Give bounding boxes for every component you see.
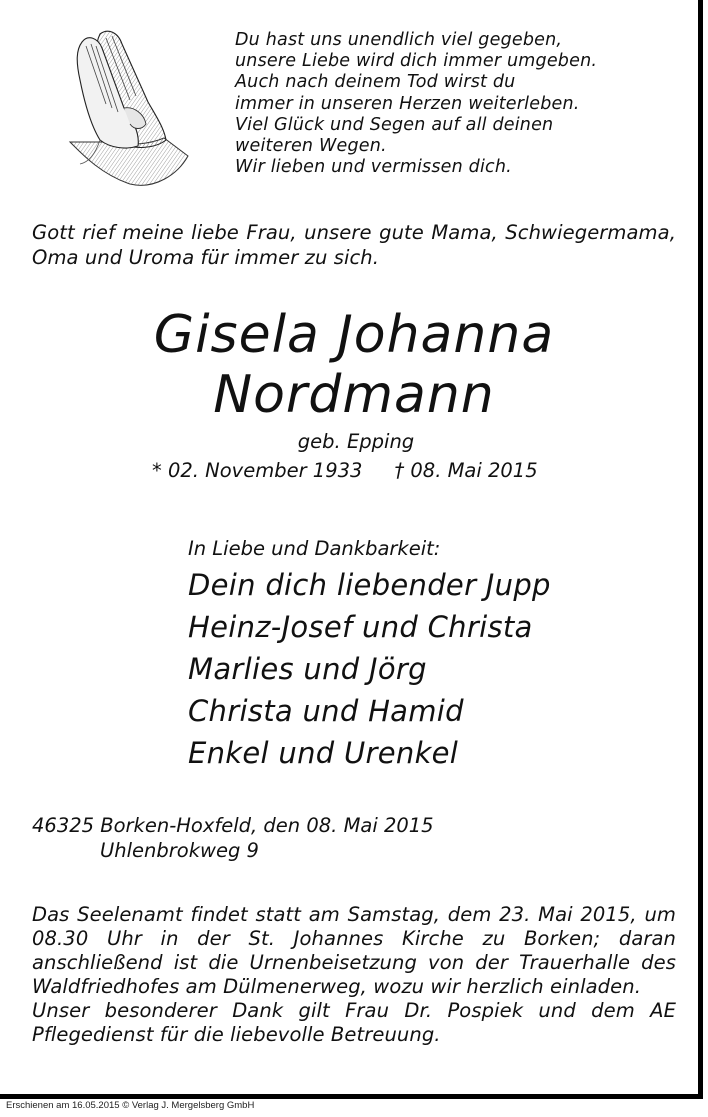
- poem: [235, 30, 675, 178]
- mourner-name: Christa und Hamid: [188, 694, 464, 728]
- poem-line: Du hast uns unendlich viel gegeben,: [235, 30, 563, 50]
- funeral-notice-paragraph: Das Seelenamt findet statt am Samstag, dem 23. Mai 2015, um 08.30 Uhr in der St. Johannes Kirche zu Borken; daran anschließend ist die Urnenbeisetzung von der Trauerhalle des Waldfriedhofes am Dülmenerweg, wozu wir herzlich einladen.: [32, 903, 676, 998]
- praying-hands-icon: [60, 24, 190, 192]
- poem-line: weiteren Wegen.: [235, 136, 387, 157]
- mourners-intro: In Liebe und Dankbarkeit:: [188, 537, 441, 560]
- mourner-name: Heinz-Josef und Christa: [188, 610, 533, 644]
- deceased-first-names: Gisela Johanna: [153, 305, 555, 365]
- intro-text: Gott rief meine liebe Frau, unsere gute Mama, Schwiegermama, Oma und Uroma für immer zu sich.: [32, 221, 676, 269]
- mourner-name: Enkel und Urenkel: [188, 736, 459, 770]
- street-address: Uhlenbrokweg 9: [100, 839, 259, 862]
- mourner-name: Dein dich liebender Jupp: [188, 568, 551, 602]
- death-date: † 08. Mai 2015: [394, 459, 538, 482]
- mourner-name: Marlies und Jörg: [188, 652, 427, 686]
- life-dates: [152, 458, 538, 484]
- publication-footer: Erschienen am 16.05.2015 © Verlag J. Mergelsberg GmbH: [6, 1100, 255, 1111]
- poem-line: immer in unseren Herzen weiterleben.: [235, 93, 580, 114]
- birth-date: * 02. November 1933: [152, 459, 363, 482]
- birth-name: geb. Epping: [297, 430, 415, 453]
- deceased-surname: Nordmann: [213, 365, 495, 425]
- place-and-date: 46325 Borken-Hoxfeld, den 08. Mai 2015: [32, 814, 434, 837]
- thanks-paragraph: Unser besonderer Dank gilt Frau Dr. Pospiek und dem AE Pflegedienst für die liebevolle Betreuung.: [32, 999, 676, 1046]
- poem-line: unsere Liebe wird dich immer umgeben.: [235, 51, 598, 72]
- poem-line: Auch nach deinem Tod wirst du: [235, 72, 516, 93]
- poem-line: Wir lieben und vermissen dich.: [235, 157, 512, 178]
- poem-line: Viel Glück und Segen auf all deinen: [235, 114, 554, 135]
- funeral-notice: [32, 903, 676, 1047]
